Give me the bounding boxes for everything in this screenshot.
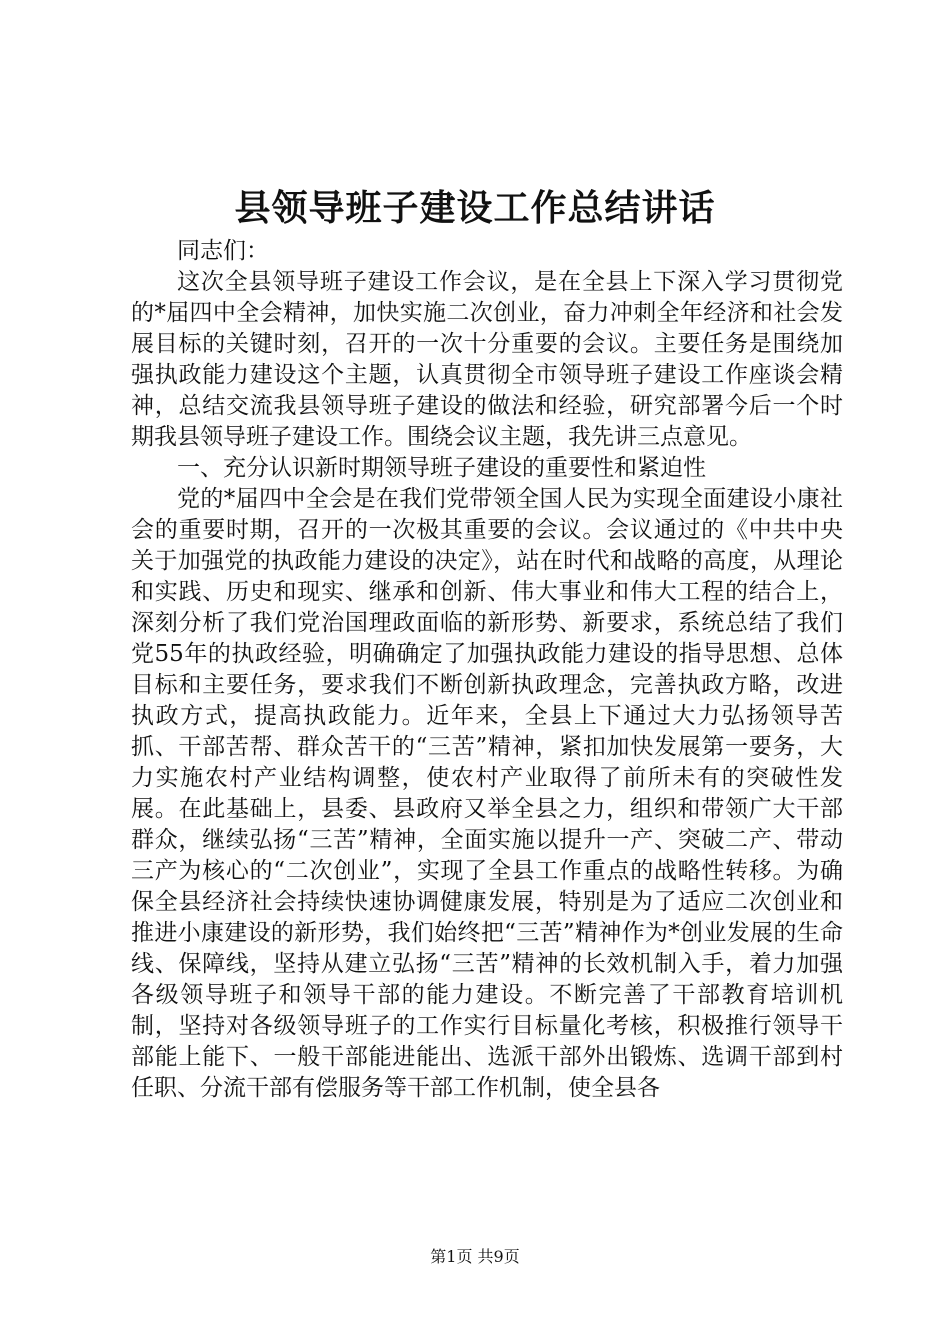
- document-title: 县领导班子建设工作总结讲话: [234, 187, 716, 229]
- page-footer: 第1页 共9页: [430, 1247, 520, 1266]
- salutation-paragraph: 同志们：: [177, 238, 269, 264]
- body-paragraph: 党的*届四中全会是在我们党带领全国人民为实现全面建设小康社会的重要时期，召开的一次极其重要的会议。会议通过的《中共中央关于加强党的执政能力建设的决定》，站在时代和战略的高度，从理论和实践、历史和现实、继承和创新、伟大事业和伟大工程的结合上，深刻分析了我们党治国理政面临的新形势、新要求，系统总结了我们党55年的执政经验，明确确定了加强执政能力建设的指导思想、总体目标和主要任务，要求我们不断创新执政理念，完善执政方略，改进执政方式，提高执政能力。近年来，全县上下通过大力弘扬领导苦抓、干部苦帮、群众苦干的“三苦”精神，紧扣加快发展第一要务，大力实施农村产业结构调整，使农村产业取得了前所未有的突破性发展。在此基础上，县委、县政府又举全县之力，组织和带领广大干部群众，继续弘扬“三苦”精神，全面实施以提升一产、突破二产、带动三产为核心的“二次创业”，实现了全县工作重点的战略性转移。为确保全县经济社会持续快速协调健康发展，特别是为了适应二次创业和推进小康建设的新形势，我们始终把“三苦”精神作为*创业发展的生命线、保障线，坚持从建立弘扬“三苦”精神的长效机制入手，着力加强各级领导班子和领导干部的能力建设。不断完善了干部教育培训机制，坚持对各级领导班子的工作实行目标量化考核，积极推行领导干部能上能下、一般干部能进能出、选派干部外出锻炼、选调干部到村任职、分流干部有偿服务等干部工作机制，使全县各: [131, 486, 843, 1101]
- intro-paragraph: 这次全县领导班子建设工作会议，是在全县上下深入学习贯彻党的*届四中全会精神，加快实施二次创业，奋力冲刺全年经济和社会发展目标的关键时刻，召开的一次十分重要的会议。主要任务是围绕加强执政能力建设这个主题，认真贯彻全市领导班子建设工作座谈会精神，总结交流我县领导班子建设的做法和经验，研究部署今后一个时期我县领导班子建设工作。围绕会议主题，我先讲三点意见。: [131, 269, 843, 450]
- section-heading: 一、充分认识新时期领导班子建设的重要性和紧迫性: [177, 455, 706, 481]
- document-body: [131, 236, 843, 1104]
